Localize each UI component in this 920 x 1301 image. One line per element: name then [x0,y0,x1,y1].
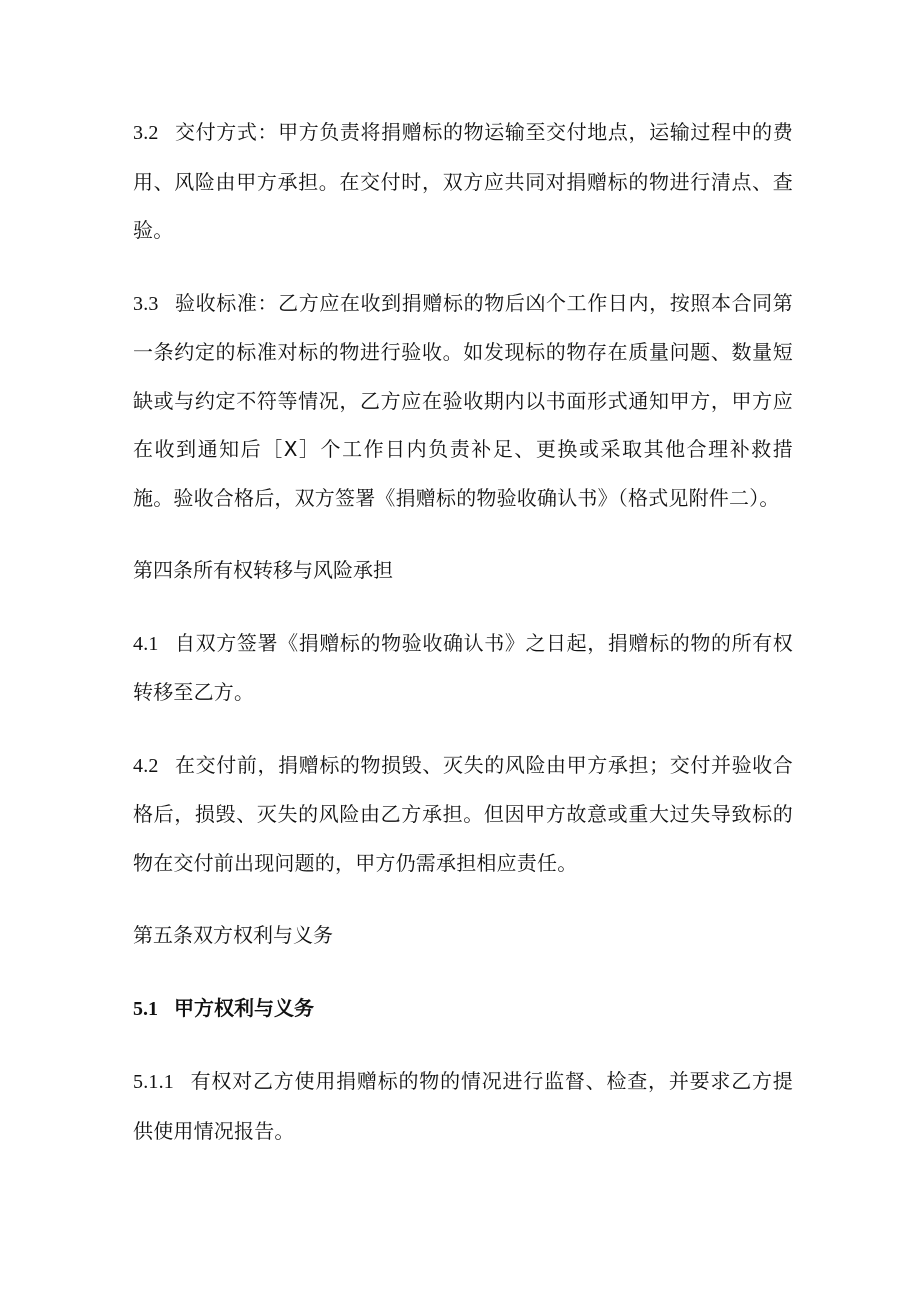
clause-text: 自双方签署《捐赠标的物验收确认书》之日起，捐赠标的物的所有权转移至乙方。 [133,630,793,704]
clause-number: 4.1 [133,632,159,655]
clause-text: 交付方式：甲方负责将捐赠标的物运输至交付地点，运输过程中的费用、风险由甲方承担。在交付时，双方应共同对捐赠标的物进行清点、查验。 [133,120,793,242]
clause-number: 5.1.1 [133,1071,174,1093]
clause-3-2 [133,108,793,255]
clause-text: 在交付前，捐赠标的物损毁、灭失的风险由甲方承担；交付并验收合格后，损毁、灭失的风险由乙方承担。但因甲方故意或重大过失导致标的物在交付前出现问题的，甲方仍需承担相应责任。 [133,752,793,875]
section-5-1-title [133,984,793,1034]
section-number: 5.1 [133,997,158,1020]
clause-text: 验收标准：乙方应在收到捐赠标的物后凶个工作日内，按照本合同第一条约定的标准对标的物进行验收。如发现标的物存在质量问题、数量短缺或与约定不符等情况，乙方应在验收期内以书面形式通知甲方，甲方应在收到通知后［X］个工作日内负责补足、更换或采取其他合理补救措施。验收合格后，双方签署《捐赠标的物验收确认书》（格式见附件二）。 [133,290,793,510]
clause-4-1 [133,619,793,717]
clause-3-3 [133,279,793,523]
clause-5-1-1 [133,1057,793,1155]
clause-number: 4.2 [133,754,159,777]
clause-4-2 [133,741,793,888]
clause-number: 3.2 [133,122,159,144]
article-5-title: 第五条双方权利与义务 [133,923,333,947]
section-title: 甲方权利与义务 [174,995,314,1020]
clause-number: 3.3 [133,292,159,315]
clause-text: 有权对乙方使用捐赠标的物的情况进行监督、检查，并要求乙方提供使用情况报告。 [133,1069,793,1143]
article-4-title: 第四条所有权转移与风险承担 [133,558,393,582]
document-page [133,108,793,1155]
